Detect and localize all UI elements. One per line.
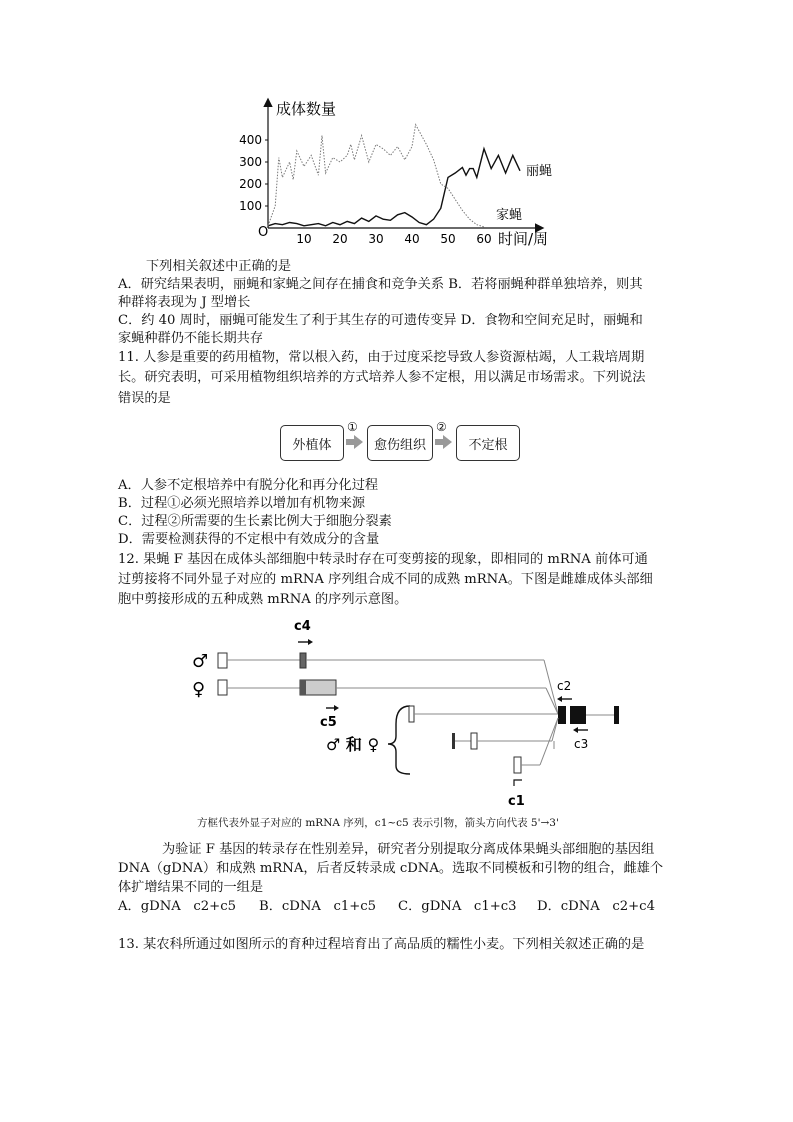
- q12-option-d: D．cDNA c2+c4: [537, 899, 655, 914]
- exon-common: [558, 706, 566, 724]
- primer-c4-label: c4: [294, 619, 311, 634]
- flow-box-explant: 外植体: [280, 425, 344, 461]
- flow-step-1: ①: [347, 420, 358, 434]
- exon-box: [514, 757, 521, 773]
- q10-option-cd: C．约 40 周时，丽蝇可能发生了利于其生存的可遗传变异 D．食物和空间充足时，丽蝇和: [118, 313, 643, 328]
- x-axis-label: 时间/周: [498, 230, 549, 248]
- female-symbol: ♀: [192, 679, 206, 700]
- exon-box: [218, 653, 227, 668]
- flow-box-adventitious-root: 不定根: [456, 425, 520, 461]
- x-tick-label: 60: [476, 232, 492, 246]
- exon-male-specific: [300, 653, 306, 668]
- series-legend-label: 家蝇: [496, 208, 523, 224]
- x-tick-label: 40: [404, 232, 420, 246]
- primer-c1-label: c1: [508, 794, 525, 809]
- exon-box: [409, 706, 414, 722]
- y-tick-label: 100: [239, 199, 262, 213]
- q10-stem: 下列相关叙述中正确的是: [146, 259, 292, 274]
- y-tick-label: 200: [239, 177, 262, 191]
- primer-c5-label: c5: [320, 715, 337, 730]
- q11-option-a: A．人参不定根培养中有脱分化和再分化过程: [118, 478, 379, 493]
- splice-line: [544, 660, 558, 714]
- q12-option-b: B．cDNA c1+c5: [259, 899, 377, 914]
- q11-stem-line: 错误的是: [118, 391, 171, 406]
- q12-option-c: C．gDNA c1+c3: [398, 899, 517, 914]
- q12-stem-line: 12. 果蝇 F 基因在成体头部细胞中转录时存在可变剪接的现象，即相同的 mRNA 前体可通: [118, 552, 648, 567]
- q12-body-line: 体扩增结果不同的一组是: [118, 880, 264, 895]
- diagram-caption: 方框代表外显子对应的 mRNA 序列，c1~c5 表示引物，箭头方向代表 5'→3': [197, 817, 559, 829]
- both-sexes-label: ♂ 和 ♀: [326, 735, 380, 754]
- q11-stem-line: 长。研究表明，可采用植物组织培养的方式培养人参不定根，用以满足市场需求。下列说法: [118, 370, 646, 385]
- q12-stem-line: 过剪接将不同外显子对应的 mRNA 序列组合成不同的成熟 mRNA。下图是雌雄成体头部细: [118, 572, 653, 587]
- splicing-diagram: [180, 614, 640, 810]
- q10-option-b-cont: 种群将表现为 J 型增长: [118, 295, 251, 310]
- q11-option-c: C．过程②所需要的生长素比例大于细胞分裂素: [118, 514, 392, 529]
- x-tick-label: 30: [368, 232, 384, 246]
- flow-arrow-2: [443, 435, 452, 449]
- exon-common: [614, 706, 619, 724]
- q11-stem-line: 11. 人参是重要的药用植物，常以根入药，由于过度采挖导致人参资源枯竭，人工栽培周期: [118, 350, 645, 365]
- x-tick-label: 50: [440, 232, 456, 246]
- q10-option-d-cont: 家蝇种群仍不能长期共存: [118, 331, 264, 346]
- x-tick-label: 20: [332, 232, 348, 246]
- y-tick-label: 300: [239, 155, 262, 169]
- x-tick-label: 10: [296, 232, 312, 246]
- flow-arrow-1-stem: [346, 439, 354, 445]
- q12-body-line: 为验证 F 基因的转录存在性别差异，研究者分别提取分离成体果蝇头部细胞的基因组: [162, 842, 655, 857]
- flow-arrow-1: [354, 435, 363, 449]
- q13-stem: 13. 某农科所通过如图所示的育种过程培育出了高品质的糯性小麦。下列相关叙述正确的是: [118, 937, 645, 952]
- primer-c2-label: c2: [557, 679, 572, 693]
- primer-c3-label: c3: [574, 737, 589, 751]
- flow-step-2: ②: [436, 420, 447, 434]
- primer-c1-arrow: [514, 780, 522, 786]
- q12-stem-line: 胞中剪接形成的五种成熟 mRNA 的序列示意图。: [118, 592, 408, 607]
- q12-option-a: A．gDNA c2+c5: [118, 899, 236, 914]
- origin-label: O: [258, 225, 269, 240]
- y-axis-label: 成体数量: [276, 100, 337, 118]
- exon-box: [218, 680, 227, 695]
- exon-common: [570, 706, 586, 724]
- series-legend-label: 丽蝇: [526, 164, 553, 180]
- exon-box: [452, 733, 455, 749]
- q10-option-ab: A．研究结果表明，丽蝇和家蝇之间存在捕食和竞争关系 B．若将丽蝇种群单独培养，则其: [118, 277, 643, 292]
- population-chart: [230, 88, 570, 250]
- male-symbol: ♂: [192, 651, 209, 672]
- flow-arrow-2-stem: [435, 439, 443, 445]
- flow-box-callus: 愈伤组织: [367, 425, 433, 461]
- series-line-blowfly: [268, 149, 523, 226]
- y-tick-label: 400: [239, 133, 262, 147]
- exon-box: [471, 733, 477, 749]
- q11-option-b: B．过程①必须光照培养以增加有机物来源: [118, 496, 366, 511]
- q12-body-line: DNA（gDNA）和成熟 mRNA，后者反转录成 cDNA。选取不同模板和引物的组合，雌雄个: [118, 861, 664, 876]
- brace: [388, 706, 410, 774]
- q11-option-d: D．需要检测获得的不定根中有效成分的含量: [118, 532, 380, 547]
